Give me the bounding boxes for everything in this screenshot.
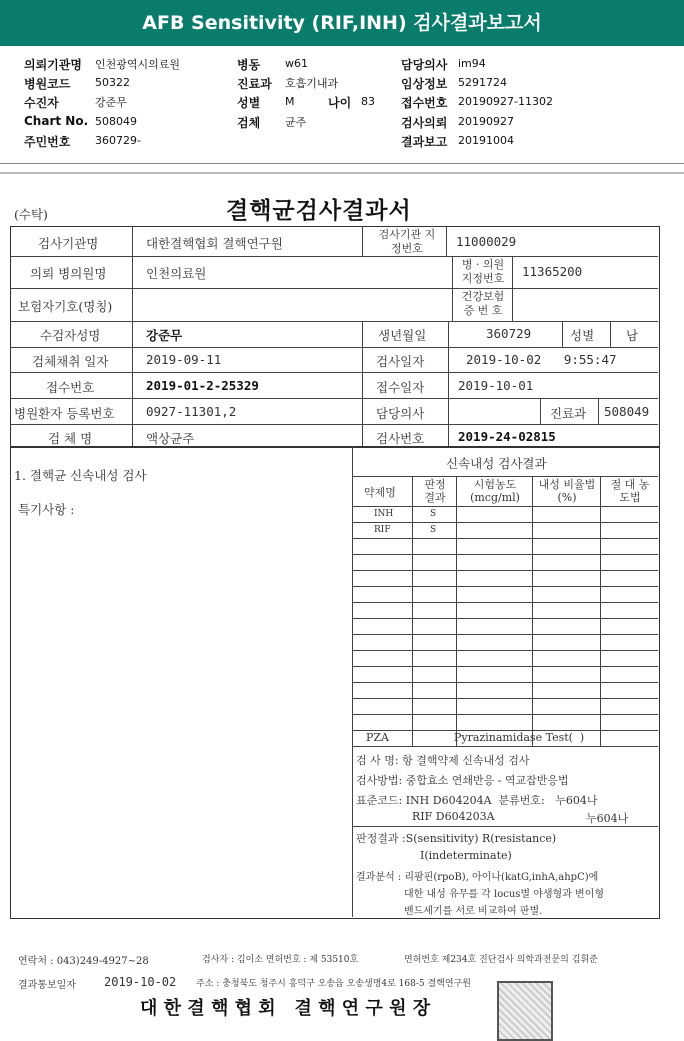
info-age-value: 83 bbox=[361, 95, 375, 108]
info-resident-no-value: 360729- bbox=[95, 134, 141, 147]
value-patient-name: 강준무 bbox=[146, 328, 183, 343]
info-request-date-value: 20190927 bbox=[458, 115, 514, 128]
footer-notice-date: 2019-10-02 bbox=[104, 975, 177, 989]
value-requesting-hospital: 인천의료원 bbox=[146, 266, 207, 281]
table-row-drug: RIF bbox=[374, 525, 391, 535]
judgement-legend: 판정결과 :S(sensitivity) R(resistance) bbox=[356, 832, 557, 845]
standard-code-rif: RIF D604203A bbox=[412, 810, 495, 823]
test-method: 검사방법: 중합효소 연쇄반응 - 역교잡반응법 bbox=[356, 774, 569, 787]
info-specimen-value: 균주 bbox=[285, 116, 307, 129]
value-sex: 남 bbox=[626, 328, 639, 343]
label-requesting-hospital: 의뢰 병의원명 bbox=[30, 266, 107, 281]
info-patient-value: 강준무 bbox=[95, 96, 127, 109]
info-resident-no: 주민번호 bbox=[24, 135, 71, 149]
label-test-no: 검사번호 bbox=[376, 431, 425, 446]
info-sex: 성별 bbox=[237, 96, 261, 110]
value-test-institution: 대한결핵협회 결핵연구원 bbox=[146, 236, 283, 251]
footer-notice-label: 결과통보일자 bbox=[18, 980, 76, 991]
value-receipt-no: 2019-01-2-25329 bbox=[146, 378, 259, 393]
entrust-label: (수탁) bbox=[14, 207, 48, 222]
info-ward-value: w61 bbox=[285, 57, 308, 70]
label-test-institution: 검사기관명 bbox=[38, 236, 99, 251]
value-hospital-code: 11365200 bbox=[522, 264, 583, 279]
footer-doctor: 면허번호 제234호 진단검사 의학과전문의 김휘준 bbox=[404, 955, 598, 965]
label-hospital-code: 병 · 의원 지정번호 bbox=[461, 258, 505, 285]
document-title: 결핵균검사결과서 bbox=[226, 197, 412, 224]
label-patient-name: 수검자성명 bbox=[40, 328, 101, 343]
divider bbox=[0, 172, 684, 174]
info-sex-value: M bbox=[285, 95, 295, 108]
info-request-date: 검사의뢰 bbox=[401, 116, 448, 130]
col-ratio: 내성 비율법(%) bbox=[538, 478, 596, 504]
info-report-date-value: 20191004 bbox=[458, 134, 514, 147]
label-sex: 성별 bbox=[570, 328, 595, 343]
label-clinic-dept: 진료과 bbox=[550, 406, 587, 421]
label-registration-no: 병원환자 등록번호 bbox=[14, 406, 115, 421]
col-absolute: 절 대 농도법 bbox=[610, 478, 650, 504]
footer-contact: 연락처 : 043)249-4927~28 bbox=[18, 956, 149, 967]
info-institution-value: 인천광역시의료원 bbox=[95, 58, 181, 71]
analysis-line-2: 대한 내성 유무를 각 locus별 야생형과 변이형 bbox=[404, 889, 605, 900]
value-institution-code: 11000029 bbox=[456, 234, 517, 249]
standard-code-rif-class: 누604나 bbox=[586, 812, 629, 825]
label-receipt-date: 접수일자 bbox=[376, 380, 425, 395]
official-seal-stamp bbox=[497, 981, 553, 1041]
analysis-line-1: 결과분석 : 리팜핀(rpoB), 아이나(katG,inhA,ahpC)에 bbox=[356, 872, 599, 883]
label-insurer: 보험자기호(명칭) bbox=[18, 299, 113, 314]
test-name: 검 사 명: 항 결핵약제 신속내성 검사 bbox=[356, 754, 530, 767]
result-table-title: 신속내성 검사결과 bbox=[446, 456, 547, 471]
info-receipt-no: 접수번호 bbox=[401, 96, 448, 110]
scanned-document bbox=[0, 178, 684, 1040]
value-birthdate: 360729 bbox=[486, 326, 532, 341]
judgement-legend-indeterminate: I(indeterminate) bbox=[420, 849, 512, 862]
info-institution: 의뢰기관명 bbox=[24, 58, 82, 72]
info-hospital-code-value: 50322 bbox=[95, 76, 130, 89]
label-insurance-no: 건강보험 증 번 호 bbox=[461, 290, 505, 317]
col-drug: 약제명 bbox=[364, 486, 396, 499]
value-test-date: 2019-10-02 9:55:47 bbox=[466, 352, 617, 367]
pza-value: Pyrazinamidase Test( ) bbox=[454, 731, 585, 744]
info-specimen: 검체 bbox=[237, 116, 261, 130]
info-department: 진료과 bbox=[237, 77, 272, 91]
analysis-line-3: 밴드세기를 서로 비교하여 판별. bbox=[404, 906, 543, 917]
info-chart-no-value: 508049 bbox=[95, 115, 137, 128]
label-receipt-no: 접수번호 bbox=[46, 380, 95, 395]
info-ward: 병동 bbox=[237, 58, 261, 72]
info-doctor-value: im94 bbox=[458, 57, 486, 70]
section-heading: 1. 결핵균 신속내성 검사 bbox=[14, 468, 147, 483]
label-specimen: 검 체 명 bbox=[48, 431, 93, 446]
info-hospital-code: 병원코드 bbox=[24, 77, 71, 91]
label-attending-doctor: 담당의사 bbox=[376, 406, 425, 421]
info-clinical: 임상정보 bbox=[401, 77, 448, 91]
standard-code: 표준코드: INH D604204A 분류번호: 누604나 bbox=[356, 794, 598, 807]
info-report-date: 결과보고 bbox=[401, 135, 448, 149]
info-age: 나이 bbox=[328, 96, 352, 110]
info-receipt-no-value: 20190927-11302 bbox=[458, 95, 553, 108]
divider bbox=[0, 163, 684, 164]
label-birthdate: 생년월일 bbox=[378, 328, 427, 343]
info-department-value: 호흡기내과 bbox=[285, 77, 339, 90]
value-registration-no: 0927-11301,2 bbox=[146, 404, 237, 419]
info-chart-no: Chart No. bbox=[24, 114, 89, 128]
special-notes-label: 특기사항 : bbox=[18, 502, 75, 517]
footer-address: 주소 : 충청북도 청주시 흥덕구 오송읍 오송생명4로 168-5 결핵연구원 bbox=[196, 979, 471, 989]
info-clinical-value: 5291724 bbox=[458, 76, 507, 89]
col-concentration: 시험농도 (mcg/ml) bbox=[470, 478, 520, 504]
label-institution-code: 검사기관 지정번호 bbox=[378, 228, 436, 255]
value-clinic-dept: 508049 bbox=[604, 404, 650, 419]
label-collection-date: 검체채취 일자 bbox=[32, 354, 109, 369]
footer-inspector: 검사자 : 김이소 면허번호 : 제 53510호 bbox=[202, 955, 359, 965]
info-patient: 수진자 bbox=[24, 96, 59, 110]
value-collection-date: 2019-09-11 bbox=[146, 352, 222, 367]
label-test-date: 검사일자 bbox=[376, 354, 425, 369]
value-specimen: 액상균주 bbox=[146, 431, 195, 446]
pza-label: PZA bbox=[366, 731, 389, 744]
table-row-drug: INH bbox=[374, 509, 394, 519]
value-receipt-date: 2019-10-01 bbox=[458, 378, 534, 393]
info-doctor: 담당의사 bbox=[401, 58, 448, 72]
value-test-no: 2019-24-02815 bbox=[458, 429, 556, 444]
col-judgement: 판정 결과 bbox=[424, 478, 446, 504]
table-row-judgement: S bbox=[430, 525, 437, 535]
table-row-judgement: S bbox=[430, 509, 437, 519]
report-title: AFB Sensitivity (RIF,INH) 검사결과보고서 bbox=[0, 0, 684, 46]
footer-organization: 대 한 결 핵 협 회 결 핵 연 구 원 장 bbox=[140, 998, 431, 1019]
